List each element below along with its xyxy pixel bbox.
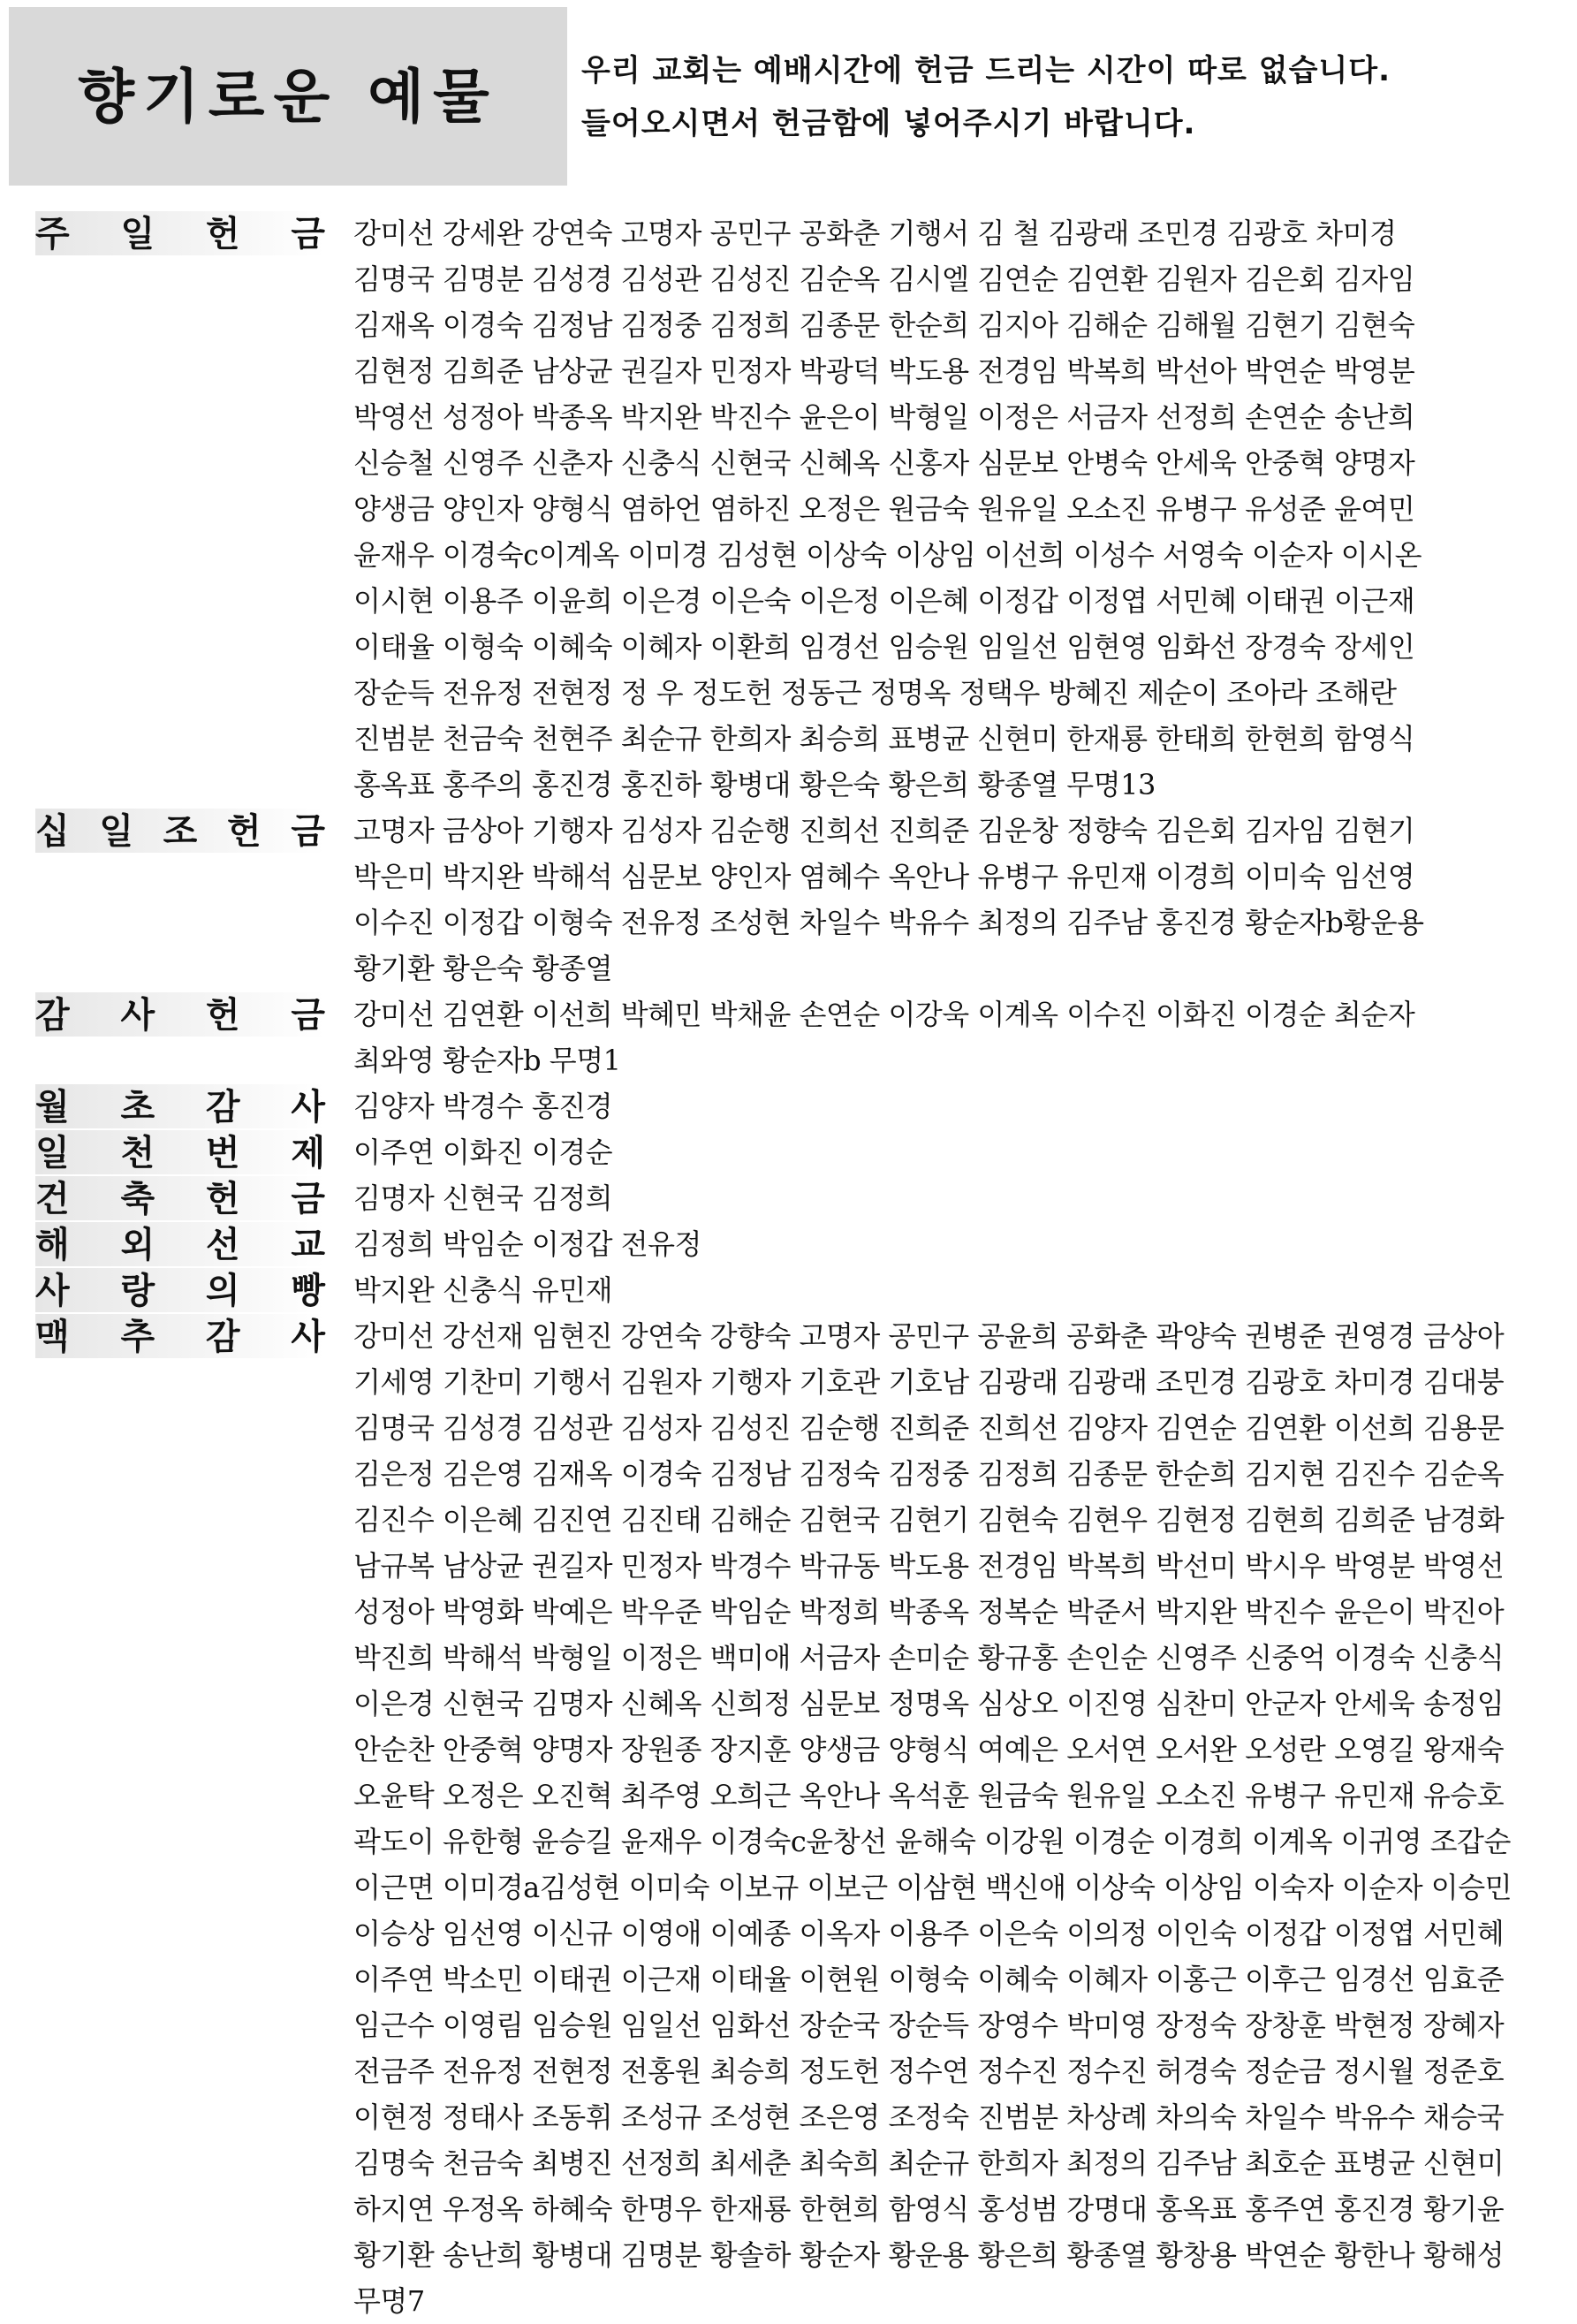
offering-section	[0, 1129, 1577, 1175]
page-header	[0, 0, 1577, 190]
category-char: 십	[35, 811, 70, 852]
category-char: 사	[291, 1317, 325, 1357]
offering-section	[0, 808, 1577, 991]
category-label	[35, 1222, 325, 1266]
category-label	[35, 1314, 325, 1358]
category-char: 빵	[291, 1271, 325, 1311]
title-box	[9, 7, 567, 186]
category-char: 월	[35, 1087, 70, 1128]
page-title: 향기로운 예물	[78, 63, 498, 131]
offering-section	[0, 1175, 1577, 1221]
category-char: 금	[291, 995, 325, 1036]
category-label	[35, 211, 325, 255]
category-char: 추	[120, 1317, 155, 1357]
donor-names: 김양자 박경수 홍진경	[353, 1090, 613, 1123]
offering-section	[0, 1083, 1577, 1129]
category-char: 사	[120, 995, 155, 1036]
donor-names: 강미선 강세완 강연숙 고명자 공민구 공화춘 기행서 김 철 김광래 조민경 김광호 차미경 김명국 김명분 김성경 김성관 김성진 김순옥 김시엘 김연순 김연환 김원자 김은회 김자임 김재옥 이경숙 김정남 김정중 김정희 김종문 한순희 김지아 김해순 김해월 김현기 김현숙 김현정 김희준 남상균 권길자 민정자 박광덕 박도용 전경임 박복희 박선아 박연순 박영분 박영선 성정아 박종옥 박지완 박진수 윤은이 박형일 이정은 서금자 선정희 손연순 송난희 신승철 신영주 신춘자 신충식 신현국 신혜옥 신홍자 심문보 안병숙 안세욱 안중혁 양명자 양생금 양인자 양형식 염하언 염하진 오정은 원금숙 원유일 오소진 유병구 유성준 윤여민 윤재우 이경숙c이계옥 이미경 김성현 이상숙 이상임 이선희 이성수 서영숙 이순자 이시온 이시현 이용주 이윤희 이은경 이은숙 이은정 이은혜 이정갑 이정엽 서민혜 이태권 이근재 이태율 이형숙 이혜숙 이혜자 이환희 임경선 임승원 임일선 임현영 임화선 장경숙 장세인 장순득 전유정 전현정 정 우 정도헌 정동근 정명옥 정택우 방혜진 제순이 조아라 조해란 진범분 천금숙 천현주 최순규 한희자 최승희 표병균 신현미 한재룡 한태희 한현희 함영식 홍옥표 홍주의 홍진경 홍진하 황병대 황은숙 황은희 황종열 무명13	[353, 216, 1422, 801]
notice-line-2: 들어오시면서 헌금함에 넣어주시기 바랍니다.	[581, 106, 1196, 141]
category-label	[35, 1130, 325, 1174]
category-char: 초	[120, 1087, 155, 1128]
category-char: 번	[205, 1133, 240, 1173]
donor-names: 이주연 이화진 이경순	[353, 1135, 613, 1169]
category-char: 일	[120, 214, 155, 254]
offering-section	[0, 210, 1577, 808]
category-char: 맥	[35, 1317, 70, 1357]
category-char: 랑	[120, 1271, 155, 1311]
category-char: 금	[291, 811, 325, 852]
category-label	[35, 1084, 325, 1128]
offering-sections	[0, 210, 1577, 2324]
category-char: 감	[205, 1317, 240, 1357]
category-label	[35, 1268, 325, 1312]
category-char: 교	[291, 1225, 325, 1265]
category-char: 금	[291, 214, 325, 254]
category-char: 감	[35, 995, 70, 1036]
donor-names: 강미선 강선재 임현진 강연숙 강향숙 고명자 공민구 공윤희 공화춘 곽양숙 권병준 권영경 금상아 기세영 기찬미 기행서 김원자 기행자 기호관 기호남 김광래 김광래 조민경 김광호 차미경 김대붕 김명국 김성경 김성관 김성자 김성진 김순행 진희준 진희선 김양자 김연순 김연환 이선희 김용문 김은정 김은영 김재옥 이경숙 김정남 김정숙 김정중 김정희 김종문 한순희 김지현 김진수 김순옥 김진수 이은혜 김진연 김진태 김해순 김현국 김현기 김현숙 김현우 김현정 김현희 김희준 남경화 남규복 남상균 권길자 민정자 박경수 박규동 박도용 전경임 박복희 박선미 박시우 박영분 박영선 성정아 박영화 박예은 박우준 박임순 박정희 박종옥 정복순 박준서 박지완 박진수 윤은이 박진아 박진희 박해석 박형일 이정은 백미애 서금자 손미순 황규홍 손인순 신영주 신중억 이경숙 신충식 이은경 신현국 김명자 신혜옥 신희정 심문보 정명옥 심상오 이진영 심찬미 안군자 안세욱 송정임 안순찬 안중혁 양명자 장원종 장지훈 양생금 양형식 여예은 오서연 오서완 오성란 오영길 왕재숙 오윤탁 오정은 오진혁 최주영 오희근 옥안나 옥석훈 원금숙 원유일 오소진 유병구 유민재 유승호 곽도이 유한형 윤승길 윤재우 이경숙c윤창선 윤해숙 이강원 이경순 이경희 이계옥 이귀영 조갑순 이근면 이미경a김성현 이미숙 이보규 이보근 이삼현 백신애 이상숙 이상임 이숙자 이순자 이승민 이승상 임선영 이신규 이영애 이예종 이옥자 이용주 이은숙 이의정 이인숙 이정갑 이정엽 서민혜 이주연 박소민 이태권 이근재 이태율 이현원 이형숙 이혜숙 이혜자 이홍근 이후근 임경선 임효준 임근수 이영림 임승원 임일선 임화선 장순국 장순득 장영수 박미영 장정숙 장창훈 박현정 장혜자 전금주 전유정 전현정 전홍원 최승희 정도헌 정수연 정수진 정수진 허경숙 정순금 정시월 정준호 이현정 정태사 조동휘 조성규 조성현 조은영 조정숙 진범분 차상례 차의숙 차일수 박유수 채승국 김명숙 천금숙 최병진 선정희 최세춘 최숙희 최순규 한희자 최정의 김주남 최호순 표병균 신현미 하지연 우정옥 하혜숙 한명우 한재룡 한현희 함영식 홍성범 강명대 홍옥표 홍주연 홍진경 황기윤 황기환 송난희 황병대 김명분 황솔하 황순자 황운용 황은희 황종열 황창용 박연순 황한나 황해성 무명7	[353, 1319, 1513, 2318]
category-char: 사	[291, 1087, 325, 1128]
category-char: 해	[35, 1225, 70, 1265]
offering-notice	[581, 44, 1562, 150]
category-char: 감	[205, 1087, 240, 1128]
category-char: 선	[205, 1225, 240, 1265]
notice-line-1: 우리 교회는 예배시간에 헌금 드리는 시간이 따로 없습니다.	[581, 53, 1391, 88]
category-char: 외	[120, 1225, 155, 1265]
category-char: 제	[291, 1133, 325, 1173]
donor-names: 강미선 김연환 이선희 박혜민 박채윤 손연순 이강욱 이계옥 이수진 이화진 이경순 최순자 최와영 황순자b 무명1	[353, 998, 1415, 1077]
donor-names: 박지완 신충식 유민재	[353, 1273, 613, 1307]
category-char: 헌	[205, 995, 240, 1036]
category-char: 건	[35, 1179, 70, 1219]
category-char: 일	[35, 1133, 70, 1173]
category-char: 금	[291, 1179, 325, 1219]
category-char: 헌	[226, 811, 262, 852]
category-label	[35, 992, 325, 1037]
category-char: 사	[35, 1271, 70, 1311]
category-char: 의	[205, 1271, 240, 1311]
category-char: 천	[120, 1133, 155, 1173]
category-char: 일	[99, 811, 133, 852]
category-char: 축	[120, 1179, 155, 1219]
category-char: 헌	[205, 214, 240, 254]
category-char: 조	[163, 811, 198, 852]
donor-names: 김명자 신현국 김정희	[353, 1181, 613, 1215]
category-label	[35, 1176, 325, 1220]
category-char: 주	[35, 214, 70, 254]
category-char: 헌	[205, 1179, 240, 1219]
donor-names: 김정희 박임순 이정갑 전유정	[353, 1227, 701, 1261]
offering-section	[0, 1267, 1577, 1313]
offering-section	[0, 1221, 1577, 1267]
donor-names: 고명자 금상아 기행자 김성자 김순행 진희선 진희준 김운창 정향숙 김은회 김자임 김현기 박은미 박지완 박해석 심문보 양인자 염혜수 옥안나 유병구 유민재 이경희 이미숙 임선영 이수진 이정갑 이형숙 전유정 조성현 차일수 박유수 최정의 김주남 홍진경 황순자b황운용 황기환 황은숙 황종열	[353, 814, 1424, 985]
offering-section	[0, 991, 1577, 1083]
category-label	[35, 809, 325, 853]
offering-section	[0, 1313, 1577, 2324]
